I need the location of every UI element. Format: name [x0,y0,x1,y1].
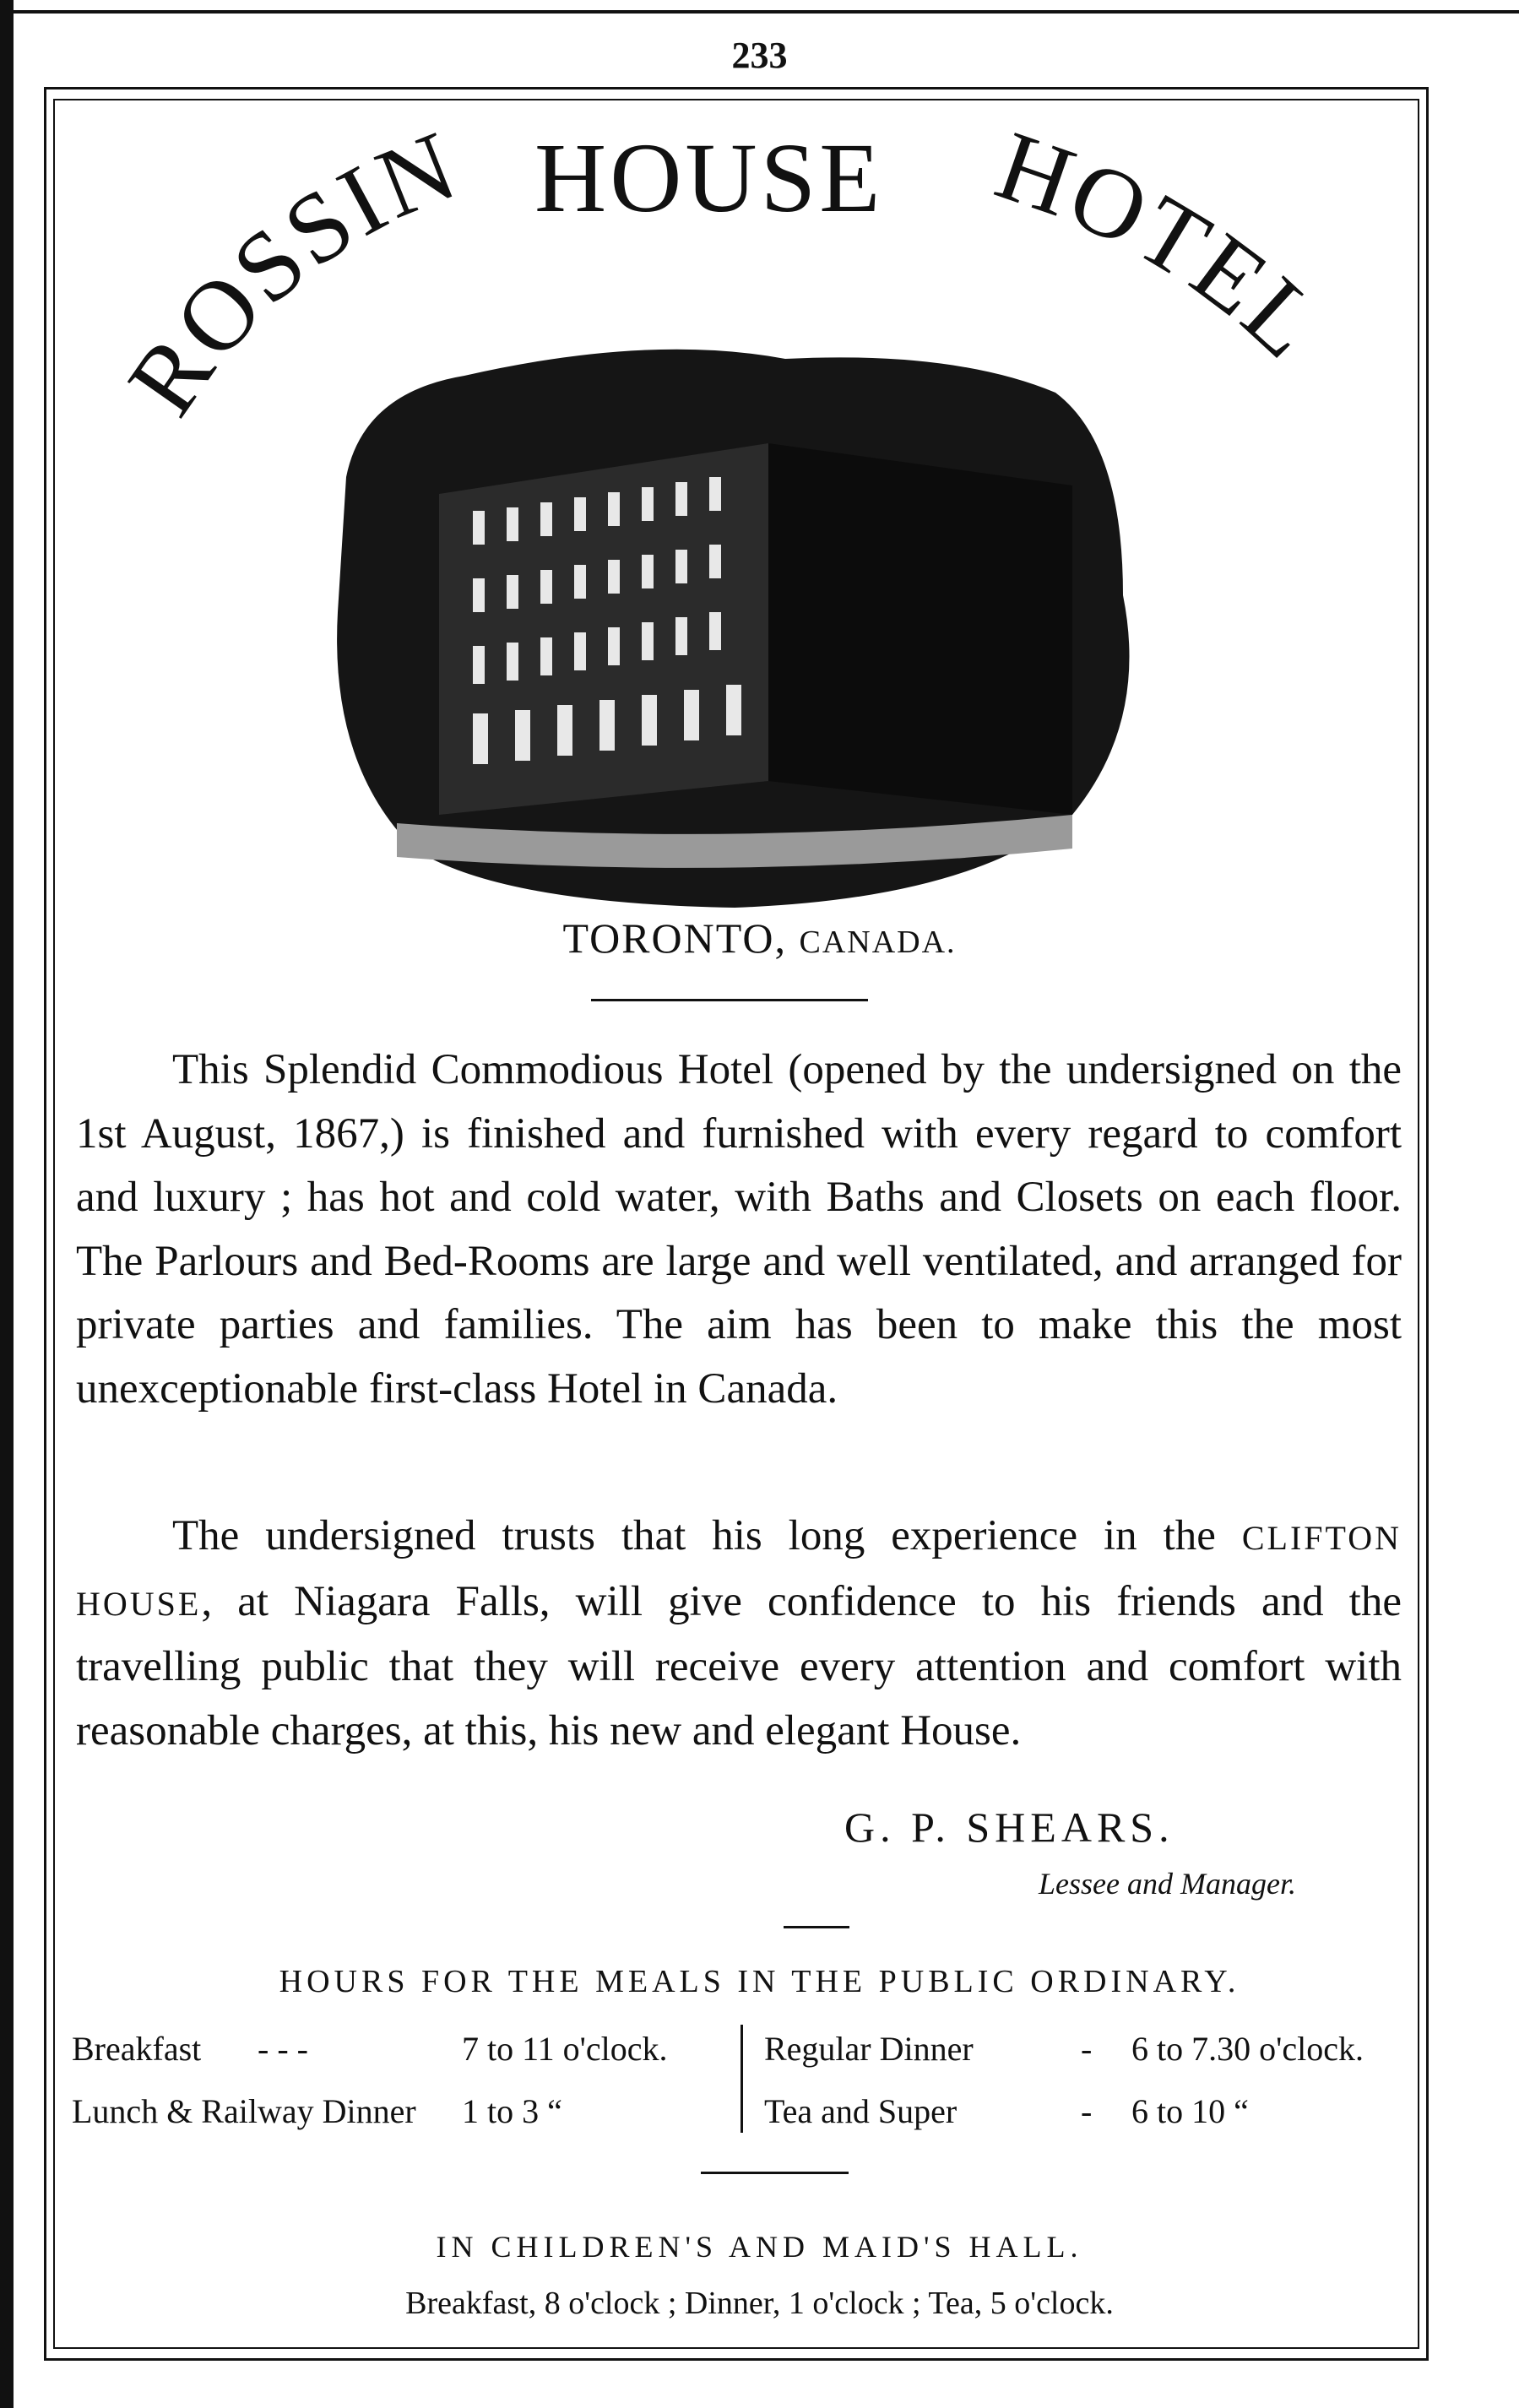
children-heading: IN CHILDREN'S AND MAID'S HALL. [436,2230,1083,2264]
experience-paragraph [76,1505,1402,1763]
meal-leader: - [1081,2092,1093,2130]
title-word-house: HOUSE [534,122,884,233]
location-country: CANADA. [799,925,957,960]
experience-text-start: The undersigned trusts that his long experience in the [172,1512,1242,1559]
meal-leader: - [1081,2030,1093,2068]
meal-time: 1 to 3 “ [462,2092,562,2130]
experience-text-end: , at Niagara Falls, will give confidence to his friends and the travelling public that they will receive every attention and comfort with reasonable charges, at this, his new and elegant House. [76,1577,1402,1754]
meal-time: 7 to 11 o'clock. [462,2030,668,2068]
hotel-location [0,914,1519,963]
clifton-house-name: CLIFTON HOUSE [76,1519,1402,1623]
hotel-engraving-image [312,342,1157,916]
title-word-hotel: HOTEL [984,109,1345,382]
meal-leader: - - - [258,2030,308,2068]
signature-title: Lessee and Manager. [1039,1867,1296,1901]
signature-name: G. P. SHEARS. [844,1803,1175,1851]
description-paragraph: This Splendid Commodious Hotel (opened by the undersigned on the 1st August, 1867,) is finished and furnished with every regard to comfort and luxury ; has hot and cold water, with Baths and Closets on each floor. The Parlours and Bed-Rooms are large and well ventilated, and arranged for private parties and families. The aim has been to make this the most unexceptionable first-class Hotel in Canada. [76,1046,1402,1413]
meal-time: 6 to 7.30 o'clock. [1131,2030,1364,2068]
meal-name: Breakfast [72,2030,202,2068]
meal-name: Lunch & Railway Dinner [72,2092,416,2130]
section-rule [591,999,868,1001]
page-edge-bar [0,0,14,2408]
children-rule [701,2172,849,2174]
meal-time: 6 to 10 “ [1131,2092,1249,2130]
meals-rule [784,1926,849,1928]
meals-heading: HOURS FOR THE MEALS IN THE PUBLIC ORDINARY. [279,1964,1240,1999]
children-meal-times: Breakfast, 8 o'clock ; Dinner, 1 o'clock ; Tea, 5 o'clock. [405,2286,1114,2321]
meal-name: Regular Dinner [764,2030,974,2068]
meals-column-divider [741,2025,743,2133]
location-city: TORONTO, [562,914,787,962]
page-number: 233 [731,35,788,76]
meal-name: Tea and Super [764,2092,958,2130]
title-word-rossin: ROSSIN [106,108,474,435]
top-rule [14,10,1519,14]
